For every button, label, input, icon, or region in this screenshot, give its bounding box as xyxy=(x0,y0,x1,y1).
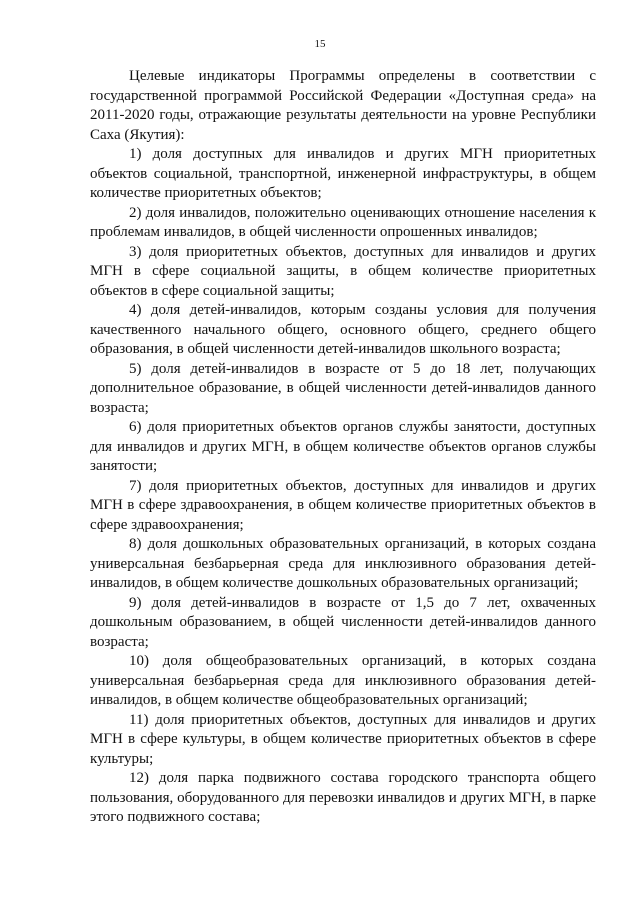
page-number: 15 xyxy=(314,38,326,50)
indicator-item-3: 3) доля приоритетных объектов, доступных для инвалидов и других МГН в сфере социальной защиты, в общем количестве приоритетных объектов в сфере социальной защиты; xyxy=(90,243,596,299)
indicator-item-7: 7) доля приоритетных объектов, доступных для инвалидов и других МГН в сфере здравоохранения, в общем количестве приоритетных объектов в сфере здравоохранения; xyxy=(90,477,596,533)
document-body xyxy=(90,67,596,828)
indicator-item-9: 9) доля детей-инвалидов в возрасте от 1,5 до 7 лет, охваченных дошкольным образованием, в общей численности детей-инвалидов данного возраста; xyxy=(90,594,596,650)
indicator-item-11: 11) доля приоритетных объектов, доступных для инвалидов и других МГН в сфере культуры, в общем количестве приоритетных объектов в сфере культуры; xyxy=(90,711,596,767)
indicator-item-5: 5) доля детей-инвалидов в возрасте от 5 до 18 лет, получающих дополнительное образование, в общей численности детей-инвалидов данного возраста; xyxy=(90,360,596,416)
indicator-item-2: 2) доля инвалидов, положительно оценивающих отношение населения к проблемам инвалидов, в общей численности опрошенных инвалидов; xyxy=(90,204,596,240)
indicator-item-4: 4) доля детей-инвалидов, которым созданы условия для получения качественного начального общего, основного общего, среднего общего образования, в общей численности детей-инвалидов школьного возраста; xyxy=(90,302,596,357)
indicator-item-8: 8) доля дошкольных образовательных организаций, в которых создана универсальная безбарьерная среда для инклюзивного образования детей-инвалидов, в общем количестве дошкольных образовательных организаций; xyxy=(90,536,596,591)
indicator-item-10: 10) доля общеобразовательных организаций, в которых создана универсальная безбарьерная среда для инклюзивного образования детей-инвалидов, в общем количестве общеобразовательных организаций; xyxy=(90,653,596,708)
indicator-item-12: 12) доля парка подвижного состава городского транспорта общего пользования, оборудованного для перевозки инвалидов и других МГН, в парке этого подвижного состава; xyxy=(90,770,596,825)
indicator-item-6: 6) доля приоритетных объектов органов службы занятости, доступных для инвалидов и других МГН, в общем количестве объектов органов службы занятости; xyxy=(90,419,596,474)
indicator-item-1: 1) доля доступных для инвалидов и других МГН приоритетных объектов социальной, транспортной, инженерной инфраструктуры, в общем количестве приоритетных объектов; xyxy=(90,146,596,201)
intro-paragraph: Целевые индикаторы Программы определены в соответствии с государственной программой Российской Федерации «Доступная среда» на 2011-2020 годы, отражающие результаты деятельности на уровне Республики Саха (Якутия): xyxy=(90,68,596,143)
